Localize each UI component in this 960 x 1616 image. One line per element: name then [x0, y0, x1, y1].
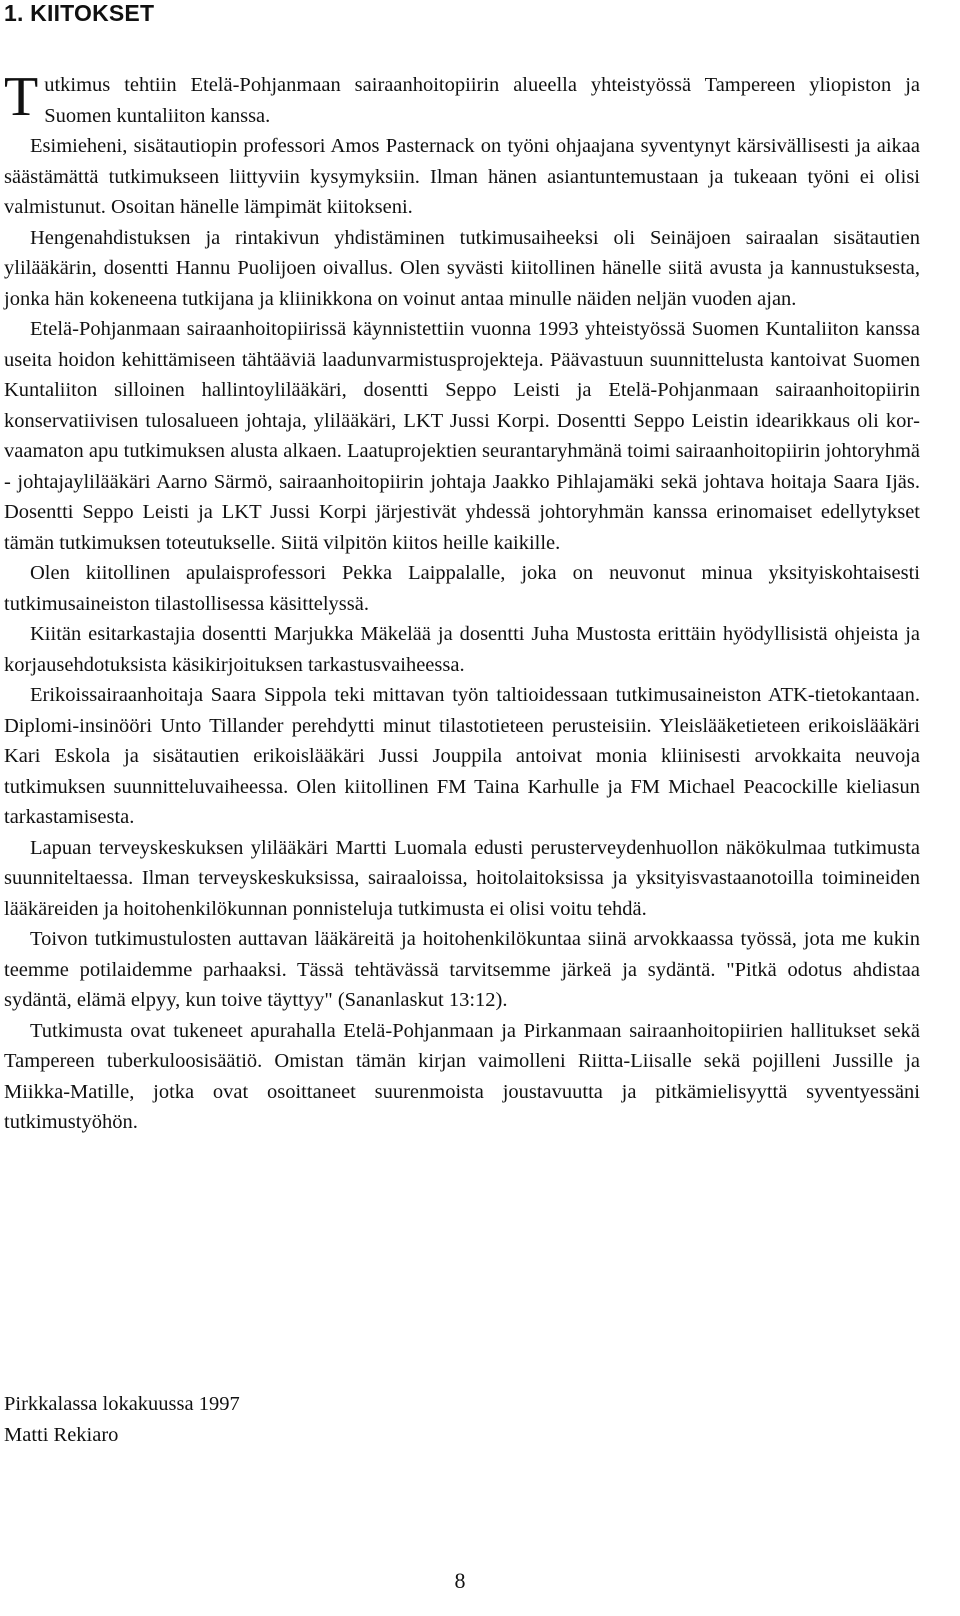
paragraph-topic: Hengenahdistuksen ja rintakivun yhdistäminen tutkimusaiheeksi oli Seinäjoen sairaalan sisätautien ylilääkärin, dosentti Hannu Puolijoen oivallus. Olen syvästi kiitollinen hänelle siitä avusta ja kannustuksesta, jonka hän kokeneena tutkijana ja kliinikkona on voinut antaa minulle näiden neljän vuoden ajan.: [4, 226, 920, 310]
section-heading: 1. KIITOKSET: [4, 0, 155, 26]
paragraph-intro-text: utkimus tehtiin Etelä-Pohjanmaan sairaanhoitopiirin alueella yhteistyössä Tampereen yliopiston ja Suomen kuntaliiton kanssa.: [44, 74, 920, 127]
document-body: [4, 66, 920, 1138]
document-page: [4, 0, 920, 1138]
paragraph-hope: Toivon tutkimustulosten auttavan lääkäreitä ja hoitohenkilökuntaa siinä arvokkaassa työssä, jota me kukin teemme potilaidemme parhaaksi. Tässä tehtävässä tarvitsemme järkeä ja sydäntä. "Pitkä odotus ahdistaa sydäntä, elämä elpyy, kun toive täyttyy" (Sananlaskut 13:12).: [4, 928, 920, 1011]
paragraph-projects: Etelä-Pohjanmaan sairaanhoitopiirissä käynnistettiin vuonna 1993 yhteistyössä Suomen Kuntaliiton kanssa useita hoidon kehittämiseen tähtääviä laadunvarmistusprojekteja. Päävastuun suunnittelusta kantoivat Suomen Kuntaliiton silloinen hallintoylilääkäri, dosentti Seppo Leisti ja Etelä-Pohjanmaan sairaanhoitopiirin konservatiivisen tulosalueen johtaja, ylilääkäri, LKT Jussi Korpi. Dosentti Seppo Leistin idearikkaus oli korvaamaton apu tutkimuksen alusta alkaen. Laatuprojektien seurantaryhmänä toimi sairaanhoitopiirin johtoryhmä - johtajaylilääkäri Aarno Särmö, sairaanhoitopiirin johtaja Jaakko Pihlajamäki sekä johtava hoitaja Saara Ijäs. Dosentti Seppo Leisti ja LKT Jussi Korpi järjestivät yhdessä johtoryhmän kanssa erinomaiset edellytykset tämän tutkimuksen toteutukselle. Siitä vilpitön kiitos heille kaikille.: [4, 318, 920, 554]
paragraph-supervisor: Esimieheni, sisätautiopin professori Amos Pasternack on työni ohjaajana syventynyt kärsivällisesti ja aikaa säästämättä tutkimukseen liittyviin kysymyksiin. Ilman hänen asiantuntemustaan ja tukeaan työni ei olisi valmistunut. Osoitan hänelle lämpimät kiitokseni.: [4, 135, 920, 218]
paragraph-funding: Tutkimusta ovat tukeneet apurahalla Etelä-Pohjanmaan ja Pirkanmaan sairaanhoitopiirien hallitukset sekä Tampereen tuberkuloosisäätiö. Omistan tämän kirjan vaimolleni Riitta-Liisalle sekä pojilleni Jussille ja Miikka-Matille, jotka ovat osoittaneet suurenmoista joustavuutta ja pitkämielisyyttä syventyessäni tutkimustyöhön.: [4, 1019, 920, 1133]
signature-block: [4, 1389, 240, 1451]
paragraph-intro: [4, 66, 920, 131]
signature-place-date: Pirkkalassa lokakuussa 1997: [4, 1393, 240, 1415]
page-number: 8: [454, 1568, 466, 1593]
paragraph-assistance: Erikoissairaanhoitaja Saara Sippola teki mittavan työn taltioidessaan tutkimusaineiston ATK-tietokantaan. Diplomi-insinööri Unto Tillander perehdytti minut tilastotieteen perusteisiin. Yleislääketieteen erikoislääkäri Kari Eskola ja sisätautien erikoislääkäri Jussi Jouppila antoivat monia kliinisesti arvokkaita neuvoja tutkimuksen suunnitteluvaiheessa. Olen kiitollinen FM Taina Karhulle ja FM Michael Peacockille kieliasun tarkastamisesta.: [4, 684, 920, 828]
signature-name: Matti Rekiaro: [4, 1424, 119, 1446]
drop-cap: T: [4, 66, 39, 128]
paragraph-reviewers: Kiitän esitarkastajia dosentti Marjukka Mäkelää ja dosentti Juha Mustosta erittäin hyödyllisistä ohjeista ja korjausehdotuksista käsikirjoituksen tarkastusvaiheessa.: [4, 623, 920, 676]
paragraph-statistics: Olen kiitollinen apulaisprofessori Pekka Laippalalle, joka on neuvonut minua yksityiskohtaisesti tutkimusaineiston tilastollisessa käsittelyssä.: [4, 562, 920, 615]
paragraph-primary-care: Lapuan terveyskeskuksen ylilääkäri Martti Luomala edusti perusterveydenhuollon näkökulmaa tutkimusta suunniteltaessa. Ilman terveyskeskuksissa, sairaaloissa, hoitolaitoksissa ja yksityisvastaanotoilla toimineiden lääkäreiden ja hoitohenkilökunnan ponnisteluja tutkimusta ei olisi voitu tehdä.: [4, 836, 920, 920]
